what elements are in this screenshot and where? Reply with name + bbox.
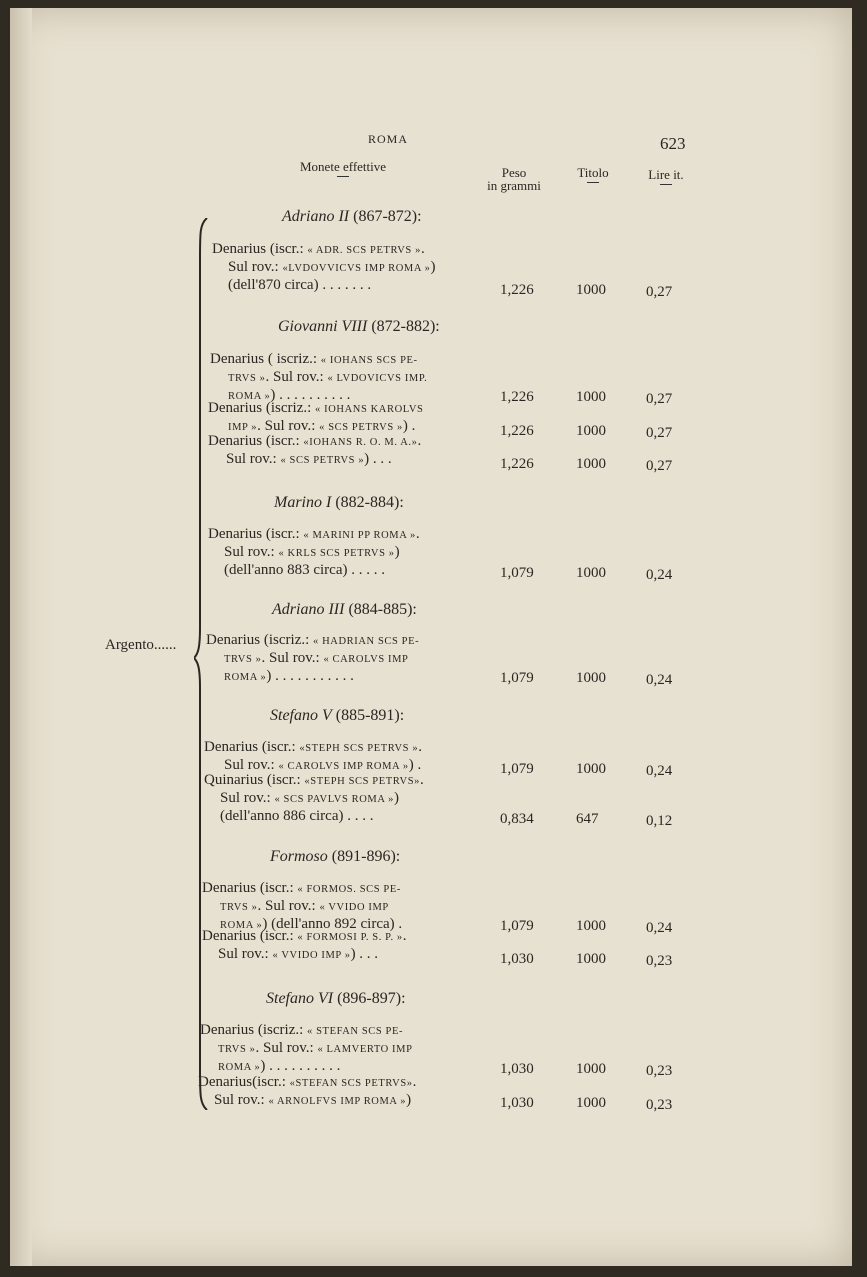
- coin-description: . Sul rov.:: [265, 369, 328, 385]
- coin-inscription: TRVS »: [220, 902, 258, 913]
- coin-inscription: «STEFAN SCS PETRVS»: [289, 1078, 413, 1089]
- ruler-name: Formoso: [270, 848, 328, 865]
- coin-entry: [208, 526, 420, 578]
- column-header-dash: [337, 176, 349, 177]
- fineness-value: 1000: [576, 282, 606, 298]
- ruler-years: (884-885):: [344, 601, 417, 618]
- fineness-value: 1000: [576, 565, 606, 581]
- coin-description: Denarius (iscr.:: [208, 526, 304, 542]
- ruler-heading: [270, 848, 400, 866]
- coin-inscription: TRVS »: [224, 654, 262, 665]
- coin-inscription: « VVIDO IMP: [319, 902, 389, 913]
- fineness-value: 1000: [576, 761, 606, 777]
- coin-description: Sul rov.:: [224, 544, 279, 560]
- ruler-name: Stefano VI: [266, 990, 334, 1007]
- coin-inscription: « LVDOVICVS IMP.: [327, 373, 428, 384]
- coin-inscription: « SCS PAVLVS ROMA »: [274, 794, 395, 805]
- coin-description: ): [406, 1092, 412, 1108]
- fineness-value: 1000: [576, 670, 606, 686]
- coin-description: . Sul rov.:: [261, 650, 324, 666]
- coin-inscription: IMP »: [228, 422, 258, 433]
- coin-description: (dell'870 circa) . . . . . . .: [228, 277, 372, 293]
- fineness-value: 1000: [576, 389, 606, 405]
- coin-inscription: « FORMOS. SCS PE-: [297, 884, 401, 895]
- coin-inscription: TRVS »: [228, 373, 266, 384]
- coin-description: (dell'anno 886 circa) . . . .: [220, 808, 374, 824]
- coin-inscription: « IOHANS KAROLVS: [315, 404, 424, 415]
- coin-description: Denarius (iscriz.:: [206, 632, 314, 648]
- coin-description: ) . . . . . . . . . .: [260, 1058, 341, 1074]
- coin-entry-line: [212, 277, 436, 293]
- ruler-name: Adriano II: [282, 208, 350, 225]
- lire-value: 0,12: [646, 813, 673, 829]
- coin-entry: [212, 241, 436, 293]
- coin-description: Denarius (iscr.:: [202, 928, 298, 944]
- coin-entry-line: [204, 739, 422, 757]
- ruler-years: (896-897):: [333, 990, 406, 1007]
- coin-inscription: « SCS PETRVS »: [280, 455, 365, 466]
- coin-entry-line: [202, 946, 407, 964]
- metal-label: Argento......: [105, 637, 177, 653]
- ruler-years: (872-882):: [367, 318, 440, 335]
- ruler-name: Adriano III: [272, 601, 345, 618]
- coin-inscription: « LAMVERTO IMP: [317, 1044, 413, 1055]
- coin-entry-line: [208, 451, 421, 469]
- coin-entry-line: [202, 928, 407, 946]
- page-spine-shadow: [10, 8, 32, 1266]
- fineness-value: 1000: [576, 1061, 606, 1077]
- lire-value: 0,27: [646, 391, 673, 407]
- coin-entry-line: [202, 880, 402, 898]
- column-header-weight-line2: in grammi: [487, 178, 541, 193]
- coin-description: ) (dell'anno 892 circa) .: [262, 916, 403, 932]
- page-number: 623: [660, 134, 686, 153]
- ruler-heading: [278, 318, 440, 336]
- coin-entry: [202, 880, 402, 934]
- weight-value: 1,226: [500, 456, 534, 472]
- coin-description: Denarius (iscr.:: [212, 241, 308, 257]
- weight-value: 1,030: [500, 1061, 534, 1077]
- coin-inscription: «IOHANS R. O. M. A.»: [303, 437, 418, 448]
- coin-description: Denarius (iscr.:: [202, 880, 298, 896]
- coin-entry: [204, 772, 424, 824]
- coin-description: .: [415, 526, 420, 542]
- coin-inscription: « KRLS SCS PETRVS »: [278, 548, 395, 559]
- coin-description: .: [417, 433, 422, 449]
- column-header-dash: [587, 182, 599, 183]
- lire-value: 0,24: [646, 567, 673, 583]
- coin-description: ): [430, 259, 436, 275]
- coin-description: Denarius ( iscriz.:: [210, 351, 321, 367]
- coin-entry-line: [204, 772, 424, 790]
- coin-inscription: « FORMOSI P. S. P. »: [297, 932, 403, 943]
- column-header-weight: [476, 166, 552, 192]
- coin-description: Denarius (iscriz.:: [208, 400, 316, 416]
- weight-value: 1,226: [500, 423, 534, 439]
- lire-value: 0,24: [646, 672, 673, 688]
- column-header-title: [568, 166, 618, 183]
- ruler-heading: [270, 707, 404, 725]
- coin-description: ): [394, 790, 400, 806]
- column-header-weight-line1: Peso: [501, 165, 527, 180]
- coin-description: ) . . . . . . . . . .: [270, 387, 351, 403]
- coin-entry-line: [212, 259, 436, 277]
- coin-description: Sul rov.:: [228, 259, 283, 275]
- lire-value: 0,23: [646, 1097, 673, 1113]
- coin-description: ) . . .: [364, 451, 392, 467]
- coin-entry-line: [208, 526, 420, 544]
- coin-description: Denarius (iscr.:: [208, 433, 304, 449]
- ruler-years: (891-896):: [327, 848, 401, 865]
- coin-inscription: « STEFAN SCS PE-: [307, 1026, 404, 1037]
- coin-inscription: « ARNOLFVS IMP ROMA »: [268, 1096, 407, 1107]
- coin-entry: [204, 739, 422, 775]
- coin-entry-line: [202, 898, 402, 916]
- book-page: [10, 8, 852, 1266]
- ruler-years: (885-891):: [331, 707, 405, 724]
- column-header-dash: [660, 184, 672, 185]
- lire-value: 0,27: [646, 425, 673, 441]
- coin-description: Denarius (iscr.:: [204, 739, 300, 755]
- column-header-lire: [636, 168, 696, 185]
- fineness-value: 647: [576, 811, 599, 827]
- coin-description: Denarius(iscr.:: [198, 1074, 290, 1090]
- weight-value: 1,079: [500, 565, 534, 581]
- weight-value: 1,079: [500, 761, 534, 777]
- coin-entry-line: [206, 668, 419, 686]
- coin-entry: [208, 433, 421, 469]
- weight-value: 0,834: [500, 811, 534, 827]
- coin-entry-line: [204, 790, 424, 808]
- coin-description: . Sul rov.:: [255, 1040, 318, 1056]
- ruler-heading: [272, 601, 417, 619]
- coin-inscription: ROMA »: [218, 1062, 261, 1073]
- coin-entry-line: [200, 1022, 413, 1040]
- ruler-heading: [266, 990, 406, 1008]
- fineness-value: 1000: [576, 951, 606, 967]
- lire-value: 0,23: [646, 1063, 673, 1079]
- coin-description: Sul rov.:: [218, 946, 273, 962]
- coin-entry: [198, 1074, 416, 1110]
- coin-inscription: « HADRIAN SCS PE-: [313, 636, 420, 647]
- coin-inscription: TRVS »: [218, 1044, 256, 1055]
- lire-value: 0,27: [646, 458, 673, 474]
- coin-inscription: «STEPH SCS PETRVS »: [299, 743, 419, 754]
- coin-entry-line: [208, 544, 420, 562]
- coin-inscription: « SCS PETRVS »: [319, 422, 403, 433]
- coin-description: ) . . . . . . . . . . .: [266, 668, 354, 684]
- coin-entry: [206, 632, 419, 686]
- coin-description: Denarius (iscriz.:: [200, 1022, 308, 1038]
- lire-value: 0,24: [646, 920, 673, 936]
- coin-description: Sul rov.:: [226, 451, 281, 467]
- coin-inscription: « CAROLVS IMP: [323, 654, 409, 665]
- coin-entry-line: [204, 808, 424, 824]
- column-header-title-label: Titolo: [577, 165, 609, 180]
- coin-entry: [210, 351, 427, 405]
- fineness-value: 1000: [576, 918, 606, 934]
- ruler-name: Stefano V: [270, 707, 332, 724]
- coin-description: .: [419, 772, 424, 788]
- coin-entry-line: [208, 400, 423, 418]
- fineness-value: 1000: [576, 1095, 606, 1111]
- ruler-heading: [282, 208, 422, 226]
- lire-value: 0,24: [646, 763, 673, 779]
- coin-description: . Sul rov.:: [257, 898, 320, 914]
- coin-entry-line: [206, 650, 419, 668]
- coin-entry: [200, 1022, 413, 1076]
- coin-entry-line: [206, 632, 419, 650]
- coin-description: .: [420, 241, 425, 257]
- coin-entry-line: [210, 369, 427, 387]
- coin-entry-line: [200, 1040, 413, 1058]
- coin-description: (dell'anno 883 circa) . . . . .: [224, 562, 385, 578]
- coin-inscription: «LVDOVVICVS IMP ROMA »: [282, 263, 431, 274]
- fineness-value: 1000: [576, 423, 606, 439]
- column-header-coins-label: Monete effettive: [300, 159, 387, 174]
- coin-entry-line: [198, 1074, 416, 1092]
- coin-entry-line: [210, 351, 427, 369]
- column-header-lire-label: Lire it.: [648, 167, 684, 182]
- weight-value: 1,079: [500, 918, 534, 934]
- coin-description: ) . . .: [350, 946, 379, 962]
- coin-description: ) .: [408, 757, 422, 773]
- weight-value: 1,079: [500, 670, 534, 686]
- coin-description: ) .: [402, 418, 416, 434]
- lire-value: 0,27: [646, 284, 673, 300]
- coin-inscription: ROMA »: [224, 672, 267, 683]
- coin-inscription: «STEPH SCS PETRVS»: [304, 776, 420, 787]
- ruler-name: Marino I: [274, 494, 332, 511]
- weight-value: 1,030: [500, 951, 534, 967]
- ruler-years: (882-884):: [331, 494, 404, 511]
- coin-inscription: « IOHANS SCS PE-: [320, 355, 418, 366]
- coin-description: .: [402, 928, 407, 944]
- coin-description: .: [418, 739, 422, 755]
- coin-entry: [208, 400, 423, 436]
- coin-description: . Sul rov.:: [257, 418, 320, 434]
- coin-description: ): [394, 544, 400, 560]
- coin-inscription: « ADR. SCS PETRVS »: [307, 245, 421, 256]
- running-title: ROMA: [368, 132, 409, 146]
- coin-entry-line: [208, 433, 421, 451]
- ruler-name: Giovanni VIII: [278, 318, 368, 335]
- coin-entry-line: [212, 241, 436, 259]
- coin-description: Sul rov.:: [214, 1092, 269, 1108]
- coin-description: Sul rov.:: [224, 757, 279, 773]
- coin-inscription: « VVIDO IMP »: [272, 950, 351, 961]
- coin-description: .: [412, 1074, 417, 1090]
- column-header-coins: [300, 160, 386, 177]
- coin-inscription: « MARINI PP ROMA »: [303, 530, 416, 541]
- coin-inscription: ROMA »: [228, 391, 271, 402]
- coin-description: Quinarius (iscr.:: [204, 772, 305, 788]
- coin-entry: [202, 928, 407, 964]
- weight-value: 1,030: [500, 1095, 534, 1111]
- coin-inscription: ROMA »: [220, 920, 263, 931]
- weight-value: 1,226: [500, 389, 534, 405]
- coin-entry-line: [208, 562, 420, 578]
- ruler-years: (867-872):: [349, 208, 422, 225]
- coin-entry-line: [198, 1092, 416, 1110]
- ruler-heading: [274, 494, 404, 512]
- lire-value: 0,23: [646, 953, 673, 969]
- fineness-value: 1000: [576, 456, 606, 472]
- coin-description: Sul rov.:: [220, 790, 275, 806]
- weight-value: 1,226: [500, 282, 534, 298]
- coin-inscription: « CAROLVS IMP ROMA »: [278, 761, 409, 772]
